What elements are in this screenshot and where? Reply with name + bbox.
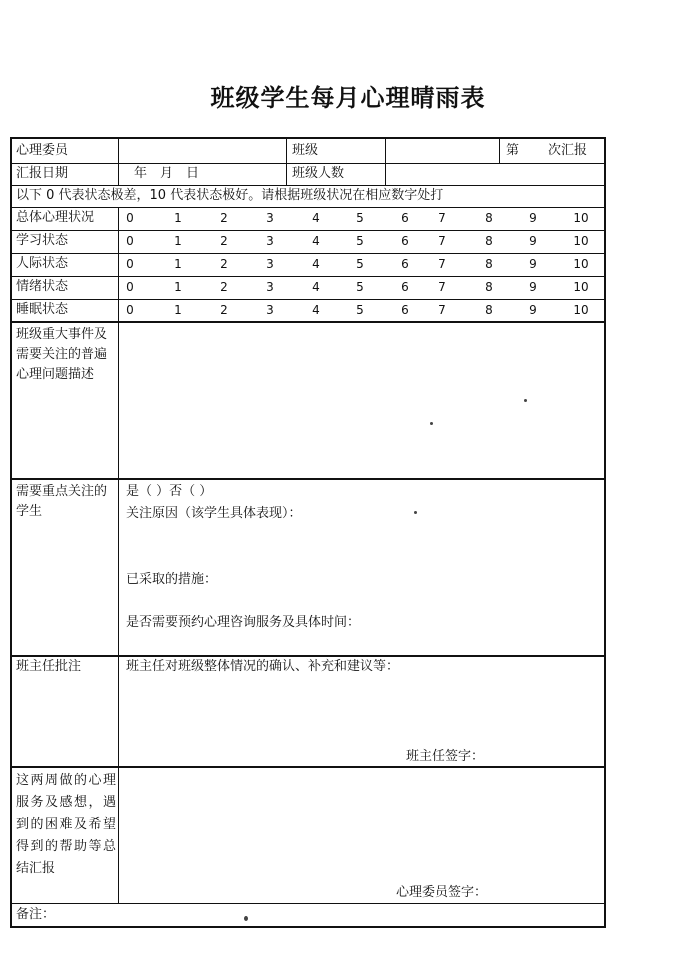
rating-scale-number: 3 <box>266 234 274 248</box>
rating-scale-number: 0 <box>126 234 134 248</box>
scan-speck <box>414 511 417 514</box>
page-title: 班级学生每月心理晴雨表 <box>210 84 486 112</box>
class-size-label: 班级人数 <box>292 166 345 181</box>
rating-scale-number: 1 <box>174 234 182 248</box>
col-divider <box>499 139 500 164</box>
rating-scale-number: 8 <box>485 257 493 271</box>
rating-scale-number: 2 <box>220 211 228 225</box>
rating-scale-number: 8 <box>485 211 493 225</box>
rating-scale-number: 4 <box>312 280 320 294</box>
rating-scale-number: 1 <box>174 211 182 225</box>
rating-scale-number: 1 <box>174 303 182 317</box>
col-divider <box>118 139 119 186</box>
rating-scale-number: 4 <box>312 257 320 271</box>
row-divider <box>12 163 604 164</box>
rating-scale-number: 5 <box>356 303 364 317</box>
rating-scale-number: 5 <box>356 234 364 248</box>
focus-appointment: 是否需要预约心理咨询服务及具体时间： <box>126 615 361 630</box>
rating-scale-number: 3 <box>266 280 274 294</box>
rating-scale-number: 7 <box>438 234 446 248</box>
rating-scale-number: 1 <box>174 257 182 271</box>
row-divider <box>12 321 604 323</box>
rating-scale-number: 3 <box>266 211 274 225</box>
teacher-comment-prompt: 班主任对班级整体情况的确认、补充和建议等： <box>126 659 400 674</box>
rating-label: 睡眠状态 <box>16 302 69 317</box>
row-divider <box>12 655 604 657</box>
rating-scale-number: 5 <box>356 280 364 294</box>
date-label: 汇报日期 <box>16 166 69 181</box>
col-divider <box>385 139 386 186</box>
rating-scale-number: 4 <box>312 303 320 317</box>
col-divider <box>286 139 287 186</box>
rating-scale-number: 6 <box>401 280 409 294</box>
rating-scale-number: 10 <box>573 303 589 317</box>
rating-scale-number: 8 <box>485 280 493 294</box>
major-events-label: 班级重大事件及需要关注的普遍心理问题描述 <box>16 327 108 382</box>
summary-label: 这两周做的心理服务及感想，遇到的困难及希望得到的帮助等总结汇报 <box>16 773 116 876</box>
row-divider <box>12 299 604 300</box>
rating-scale-number: 0 <box>126 280 134 294</box>
scan-speck <box>524 399 527 402</box>
rating-scale-number: 10 <box>573 280 589 294</box>
rating-scale-number: 0 <box>126 303 134 317</box>
scan-speck <box>430 422 433 425</box>
date-placeholder: 年 月 日 <box>134 166 200 181</box>
teacher-comment-label: 班主任批注 <box>16 659 82 674</box>
focus-measures: 已采取的措施： <box>126 572 218 587</box>
rating-scale-number: 5 <box>356 257 364 271</box>
committee-signature-label: 心理委员签字： <box>396 885 488 900</box>
row-divider <box>12 903 604 904</box>
row-divider <box>12 230 604 231</box>
rating-scale-number: 8 <box>485 234 493 248</box>
rating-scale-number: 9 <box>529 211 537 225</box>
rating-scale-number: 7 <box>438 280 446 294</box>
teacher-signature-label: 班主任签字： <box>406 749 485 764</box>
rating-scale-number: 8 <box>485 303 493 317</box>
rating-scale-number: 9 <box>529 280 537 294</box>
remarks-label: 备注： <box>16 907 56 922</box>
rating-scale-number: 6 <box>401 234 409 248</box>
rating-scale-number: 3 <box>266 257 274 271</box>
rating-scale-number: 10 <box>573 257 589 271</box>
rating-scale-number: 10 <box>573 234 589 248</box>
rating-scale-number: 7 <box>438 257 446 271</box>
row-divider <box>12 207 604 208</box>
rating-scale-number: 2 <box>220 257 228 271</box>
focus-students-label: 需要重点关注的学生 <box>16 484 108 519</box>
instruction-text: 以下 0 代表状态极差，10 代表状态极好。请根据班级状况在相应数字处打 <box>16 188 444 203</box>
rating-scale-number: 9 <box>529 234 537 248</box>
rating-scale-number: 9 <box>529 257 537 271</box>
row-divider <box>12 185 604 186</box>
rating-label: 情绪状态 <box>16 279 69 294</box>
rating-scale-number: 0 <box>126 257 134 271</box>
rating-scale-number: 4 <box>312 234 320 248</box>
rating-label: 总体心理状况 <box>16 210 95 225</box>
rating-scale-number: 4 <box>312 211 320 225</box>
rating-scale-number: 10 <box>573 211 589 225</box>
rating-scale-number: 6 <box>401 211 409 225</box>
rating-scale-number: 3 <box>266 303 274 317</box>
rating-scale-number: 2 <box>220 280 228 294</box>
rating-scale-number: 7 <box>438 211 446 225</box>
rating-scale-number: 5 <box>356 211 364 225</box>
scan-speck <box>244 916 248 921</box>
focus-yes-no: 是（ ）否（ ） <box>126 484 213 499</box>
rating-scale-number: 1 <box>174 280 182 294</box>
rating-scale-number: 2 <box>220 303 228 317</box>
rating-scale-number: 9 <box>529 303 537 317</box>
row-divider <box>12 276 604 277</box>
row-divider <box>12 253 604 254</box>
report-suffix: 次汇报 <box>548 143 588 158</box>
rating-scale-number: 6 <box>401 257 409 271</box>
rating-label: 人际状态 <box>16 256 69 271</box>
report-prefix: 第 <box>506 143 520 158</box>
mood-report-form <box>10 137 606 928</box>
col-divider <box>118 207 119 904</box>
rating-scale-number: 2 <box>220 234 228 248</box>
rating-scale-number: 0 <box>126 211 134 225</box>
row-divider <box>12 478 604 480</box>
committee-label: 心理委员 <box>16 143 69 158</box>
rating-label: 学习状态 <box>16 233 69 248</box>
rating-scale-number: 7 <box>438 303 446 317</box>
focus-reason: 关注原因（该学生具体表现）： <box>126 506 302 521</box>
row-divider <box>12 766 604 768</box>
rating-scale-number: 6 <box>401 303 409 317</box>
class-label: 班级 <box>292 143 319 158</box>
